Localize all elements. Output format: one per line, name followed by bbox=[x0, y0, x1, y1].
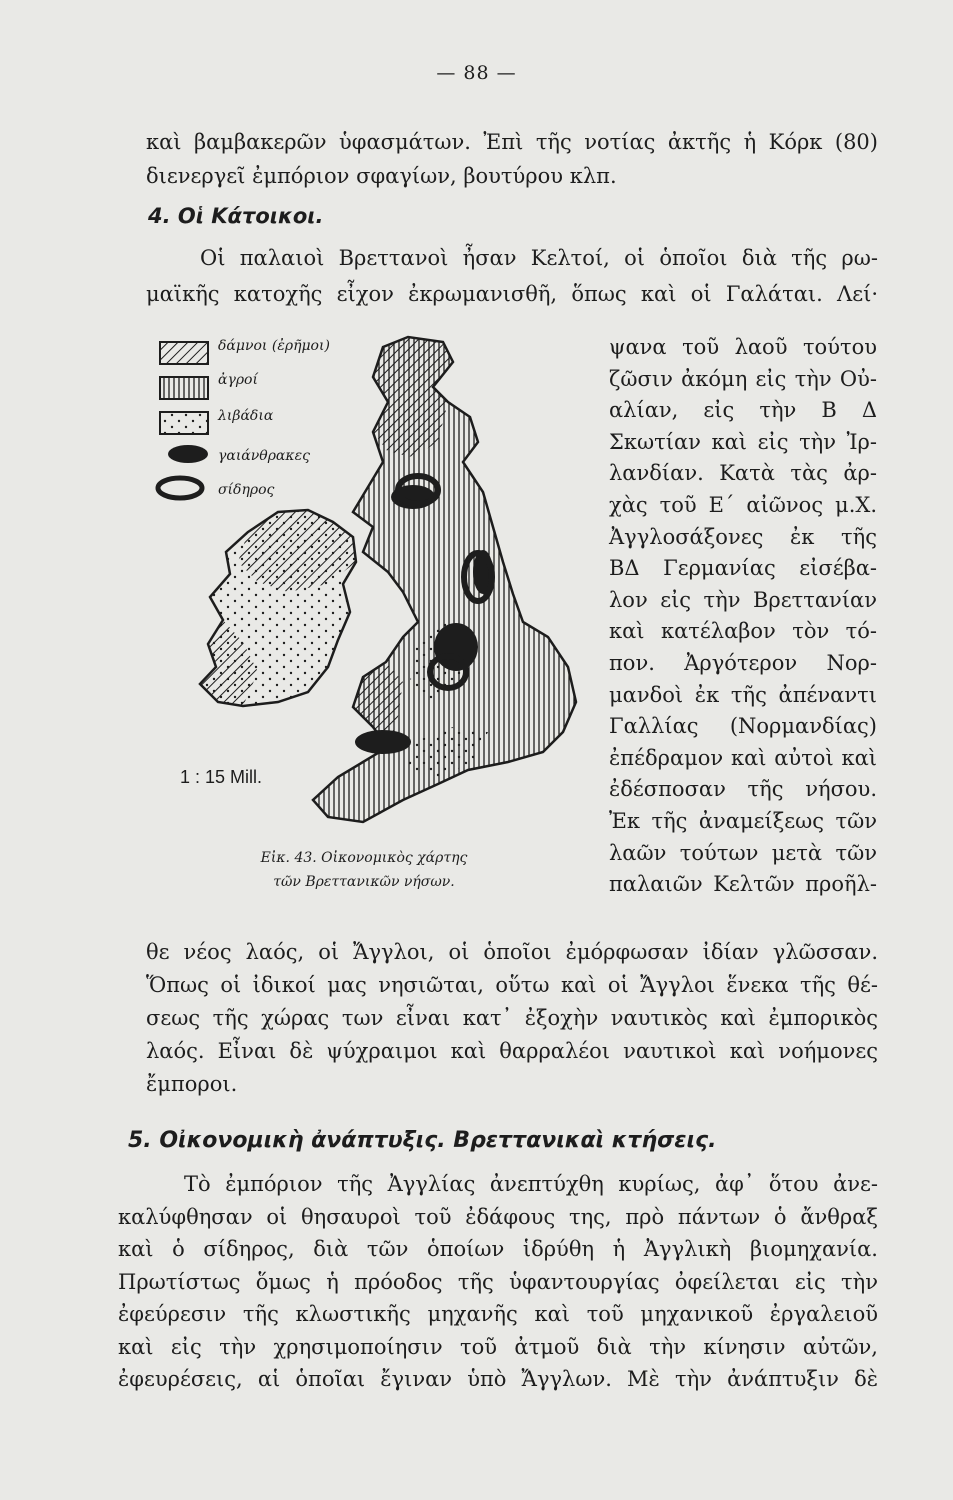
section-4-line-2: μαϊκῆς κατοχῆς εἶχον ἐκρωμανισθῆ, ὅπως καὶ οἱ Γαλάται. Λεί· bbox=[146, 282, 878, 306]
section-5-line-3: καὶ ὁ σίδηρος, διὰ τῶν ὁποίων ἱδρύθη ἡ Ἀγγλικὴ βιομηχανία. bbox=[118, 1237, 878, 1261]
section-5-line-1: Τὸ ἐμπόριον τῆς Ἀγγλίας ἀνεπτύχθη κυρίως, ἀφ᾽ ὅτου ἀνε- bbox=[184, 1172, 878, 1196]
figure-caption-line-1: Εἰκ. 43. Οἰκονομικὸς χάρτης bbox=[260, 850, 468, 866]
legend-swatch-vertical bbox=[160, 377, 208, 399]
section-4-line-1: Οἱ παλαιοὶ Βρεττανοὶ ἦσαν Κελτοί, οἱ ὁποῖοι διὰ τῆς ρω- bbox=[200, 246, 878, 270]
narrow-line-16: Ἐκ τῆς ἀναμείξεως τῶν bbox=[609, 809, 877, 833]
section-4-heading: 4. Οἱ Κάτοικοι. bbox=[148, 204, 324, 228]
narrow-line-1: ψανα τοῦ λαοῦ τούτου bbox=[609, 335, 877, 359]
legend-swatch-filled bbox=[168, 445, 208, 463]
section-4-after-line-1: θε νέος λαός, οἱ Ἄγγλοι, οἱ ὁποῖοι ἐμόρφωσαν ἰδίαν γλῶσσαν. bbox=[146, 940, 878, 964]
section-4-after-line-4: λαός. Εἶναι δὲ ψύχραιμοι καὶ θαρραλέοι ναυτικοὶ καὶ νοήμονες bbox=[146, 1039, 878, 1063]
legend-swatch-dots bbox=[160, 412, 208, 434]
section-4-after-line-3: σεως τῆς χώρας των εἶναι κατ᾽ ἐξοχὴν ναυτικὸς καὶ ἐμπορικὸς bbox=[146, 1006, 878, 1030]
page-number: — 88 — bbox=[436, 62, 517, 84]
narrow-line-3: αλίαν, εἰς τὴν Β Δ bbox=[609, 398, 877, 423]
section-5-line-6: καὶ εἰς τὴν χρησιμοποίησιν τοῦ ἀτμοῦ διὰ τὴν κίνησιν αὐτῶν, bbox=[118, 1334, 878, 1359]
legend-swatch-diagonal bbox=[160, 342, 208, 364]
legend bbox=[158, 342, 208, 498]
narrow-line-10: καὶ κατέλαβον τὸν τό- bbox=[609, 619, 877, 644]
legend-label-3: λιβάδια bbox=[218, 408, 274, 424]
section-5-line-4: Πρωτίστως ὅμως ἡ πρόοδος τῆς ὑφαντουργίας ὀφείλεται εἰς τὴν bbox=[118, 1269, 878, 1294]
legend-label-2: ἀγροί bbox=[218, 372, 258, 388]
narrow-line-12: μανδοὶ ἐκ τῆς ἀπέναντι bbox=[609, 682, 877, 707]
narrow-line-8: ΒΔ Γερμανίας εἰσέβα- bbox=[609, 556, 877, 581]
legend-swatch-ring bbox=[158, 478, 202, 498]
legend-label-1: δάμνοι (ἐρῆμοι) bbox=[218, 338, 330, 354]
intro-line-1: καὶ βαμβακερῶν ὑφασμάτων. Ἐπὶ τῆς νοτίας ἀκτῆς ἡ Κόρκ (80) bbox=[146, 130, 878, 154]
narrow-line-7: Ἀγγλοσάξονες ἐκ τῆς bbox=[609, 524, 877, 549]
narrow-line-6: χὰς τοῦ Ε΄ αἰῶνος μ.Χ. bbox=[609, 493, 877, 517]
section-5-heading: 5. Οἰκονομικὴ ἀνάπτυξις. Βρεττανικαὶ κτήσεις. bbox=[128, 1128, 717, 1153]
figure-caption-line-2: τῶν Βρεττανικῶν νήσων. bbox=[273, 874, 455, 890]
narrow-line-5: λανδίαν. Κατὰ τὰς ἀρ- bbox=[609, 461, 877, 486]
section-4-after-line-2: Ὅπως οἱ ἰδικοί μας νησιῶται, οὕτω καὶ οἱ Ἄγγλοι ἕνεκα τῆς θέ- bbox=[146, 973, 878, 997]
narrow-line-18: παλαιῶν Κελτῶν προῆλ- bbox=[609, 872, 877, 897]
legend-label-5: σίδηρος bbox=[218, 482, 275, 498]
narrow-line-13: Γαλλίας (Νορμανδίας) bbox=[609, 714, 877, 739]
coal-field-midlands bbox=[434, 623, 478, 671]
section-4-after-line-5: ἔμποροι. bbox=[146, 1072, 238, 1096]
narrow-line-11: πον. Ἀργότερον Νορ- bbox=[609, 651, 877, 675]
legend-label-4: γαιάνθρακες bbox=[218, 448, 310, 464]
narrow-line-14: ἐπέδραμον καὶ αὐτοὶ καὶ bbox=[609, 745, 877, 770]
narrow-line-17: λαῶν τούτων μετὰ τῶν bbox=[609, 840, 877, 865]
section-5-line-5: ἐφεύρεσιν τῆς κλωστικῆς μηχανῆς καὶ τοῦ μηχανικοῦ ἐργαλειοῦ bbox=[118, 1302, 878, 1326]
narrow-line-2: ζῶσιν ἀκόμη εἰς τὴν Οὐ- bbox=[609, 366, 877, 391]
narrow-line-15: ἐδέσποσαν τῆς νήσου. bbox=[609, 777, 877, 802]
map-scale: 1 : 15 Mill. bbox=[180, 767, 263, 787]
narrow-line-9: λον εἰς τὴν Βρεττανίαν bbox=[609, 587, 877, 612]
section-5-line-7: ἐφευρέσεις, αἱ ὁποῖαι ἔγιναν ὑπὸ Ἄγγλων. Μὲ τὴν ἀνάπτυξιν δὲ bbox=[118, 1367, 878, 1391]
coal-field-wales bbox=[355, 730, 411, 754]
narrow-line-4: Σκωτίαν καὶ εἰς τὴν Ἰρ- bbox=[609, 429, 877, 454]
intro-line-2: διενεργεῖ ἐμπόριον σφαγίων, βουτύρου κλπ. bbox=[146, 164, 617, 188]
section-5-line-2: καλύφθησαν οἱ θησαυροὶ τοῦ ἐδάφους της, πρὸ πάντων ὁ ἄνθραξ bbox=[118, 1204, 878, 1229]
